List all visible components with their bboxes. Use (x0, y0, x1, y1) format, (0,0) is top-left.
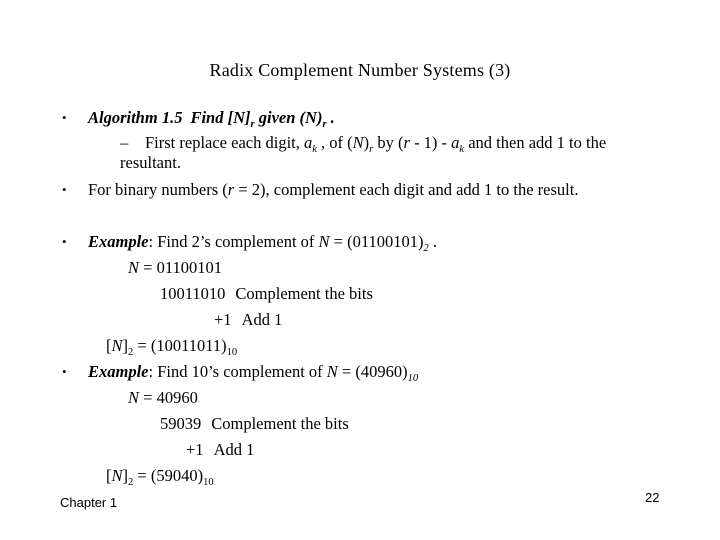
bullet: • (62, 364, 67, 379)
binary-rule: For binary numbers (r = 2), complement each digit and add 1 to the result. (88, 180, 579, 199)
example-2-heading: Example: Find 10’s complement of $N = (40960)_{10}$ (88, 362, 419, 384)
bullet: • (62, 234, 67, 249)
example-1-n-value: N = 01100101 (128, 258, 222, 277)
algorithm-step-1: First replace each digit, $a_k$ , of $(N)_r$ by $(r - 1) - a_k$ and then add 1 to the (145, 133, 607, 155)
sub-bullet-dash: – (120, 133, 129, 152)
example-1-heading: Example: Find 2’s complement of $N = (01100101)_2$ . (88, 232, 437, 254)
slide-title: Radix Complement Number Systems (3) (209, 60, 511, 80)
example-2-add-one-row: +1 Add 1 (186, 440, 255, 459)
example-1-add-one-row: +1 Add 1 (214, 310, 283, 329)
page-number: 22 (645, 490, 660, 505)
example-2-complement-row: 59039 Complement the bits (160, 414, 349, 433)
example-1-result: $[N]_2 = (10011011)_{10}$ (106, 336, 238, 358)
footer-chapter: Chapter 1 (60, 495, 118, 510)
bullet: • (62, 110, 67, 125)
example-2-n-value: N = 40960 (128, 388, 198, 407)
algorithm-heading: Algorithm 1.5 Find $[N]_r$ given $(N)_r$ . (88, 108, 335, 130)
example-2-result: $[N]_2 = (59040)_{10}$ (106, 466, 214, 488)
example-1-complement-row: 10011010 Complement the bits (160, 284, 373, 303)
bullet: • (62, 182, 67, 197)
algorithm-step-1-continuation: resultant. (120, 153, 181, 172)
